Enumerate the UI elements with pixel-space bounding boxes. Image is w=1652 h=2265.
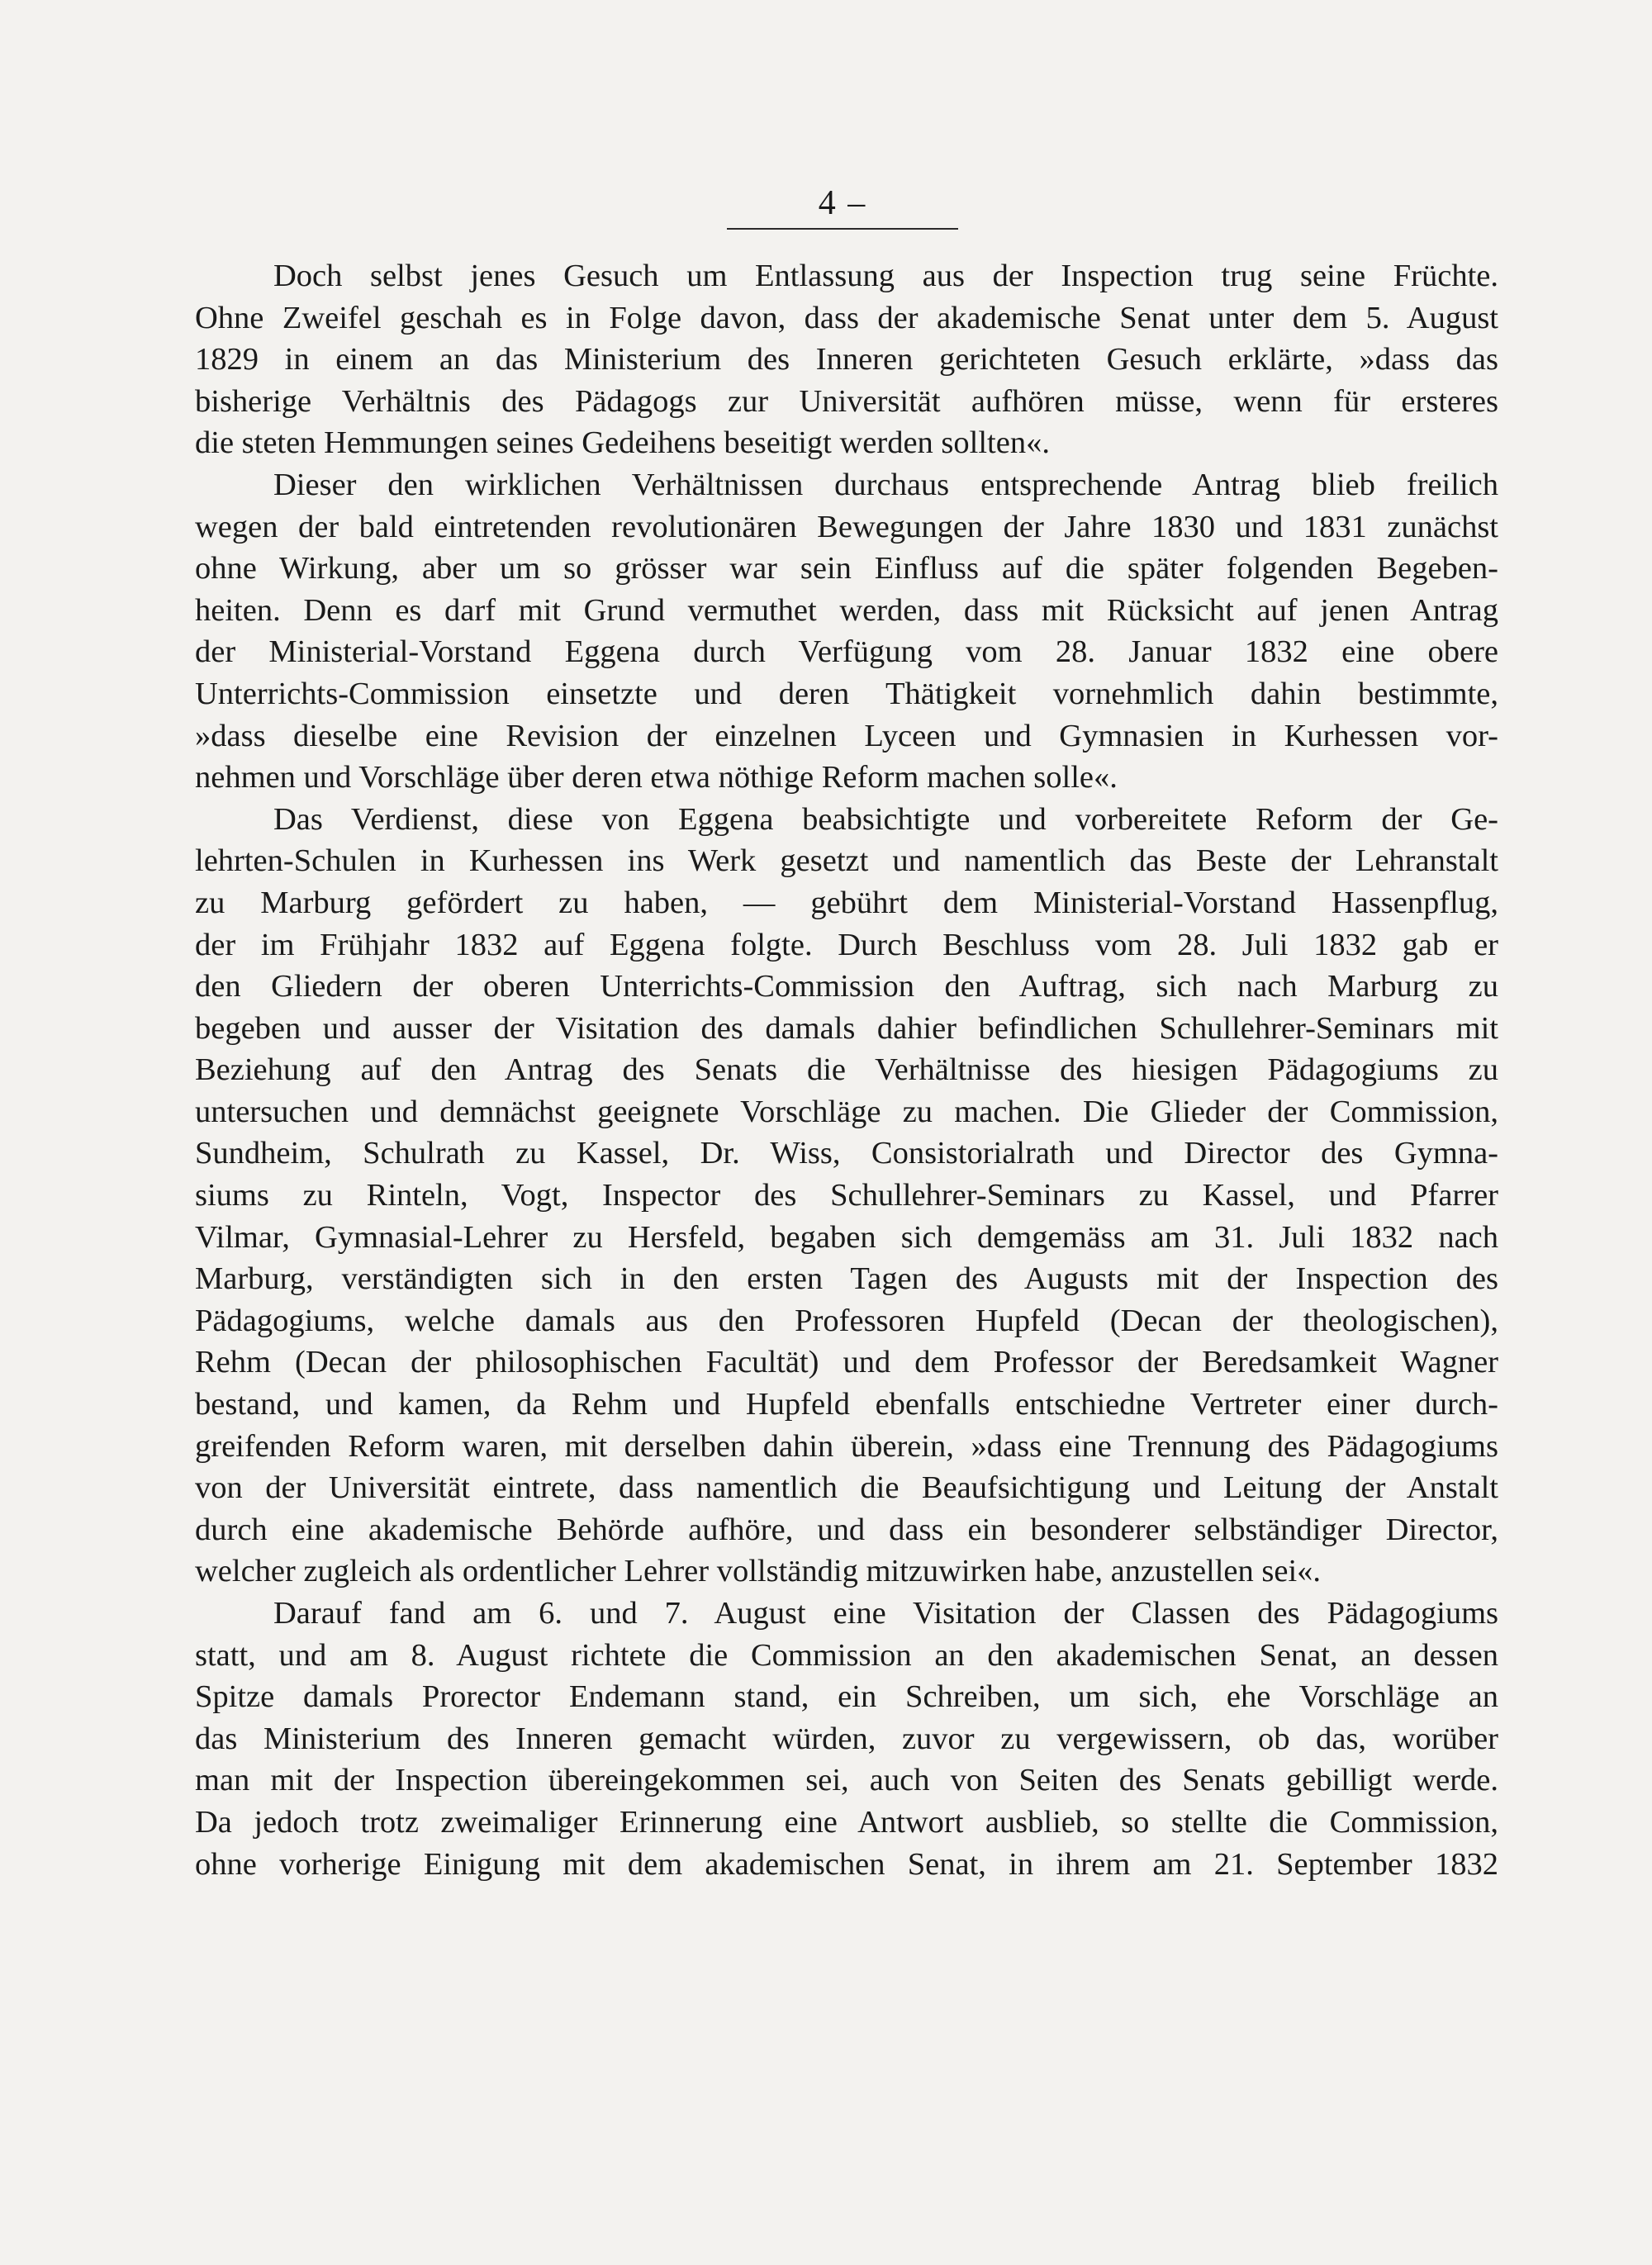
text-line: Beziehung auf den Antrag des Senats die Verhältnisse des hiesigen Pädagogiums zu [195,1052,1498,1088]
text-line: der Ministerial-Vorstand Eggena durch Verfügung vom 28. Januar 1832 eine obere [195,634,1498,670]
text-line: statt, und am 8. August richtete die Commission an den akademischen Senat, an dessen [195,1637,1498,1673]
text-line: »dass dieselbe eine Revision der einzelnen Lyceen und Gymnasien in Kurhessen vor- [195,718,1498,753]
text-line: heiten. Denn es darf mit Grund vermuthet werden, dass mit Rücksicht auf jenen Antrag [195,592,1498,628]
text-line: siums zu Rinteln, Vogt, Inspector des Schullehrer-Seminars zu Kassel, und Pfarrer [195,1178,1498,1213]
text-line: Doch selbst jenes Gesuch um Entlassung aus der Inspection trug seine Früchte. [273,259,1498,293]
text-line: Rehm (Decan der philosophischen Facultät) und dem Professor der Beredsamkeit Wagner [195,1345,1498,1380]
header-rule [727,228,958,230]
text-line: wegen der bald eintretenden revolutionären Bewegungen der Jahre 1830 und 1831 zunächst [195,509,1498,544]
text-line: Marburg, verständigten sich in den ersten Tagen des Augusts mit der Inspection des [195,1261,1498,1297]
text-line: durch eine akademische Behörde aufhöre, und dass ein besonderer selbständiger Director, [195,1512,1498,1547]
text-line: Ohne Zweifel geschah es in Folge davon, dass der akademische Senat unter dem 5. August [195,300,1498,335]
text-line: ohne vorherige Einigung mit dem akademischen Senat, in ihrem am 21. September 1832 [195,1846,1498,1882]
text-line: nehmen und Vorschläge über deren etwa nöthige Reform machen solle«. [195,760,1118,795]
text-line: welcher zugleich als ordentlicher Lehrer vollständig mitzuwirken habe, anzustellen sei«. [195,1554,1322,1589]
text-line: den Gliedern der oberen Unterrichts-Commission den Auftrag, sich nach Marburg zu [195,969,1498,1004]
text-line: Das Verdienst, diese von Eggena beabsichtigte und vorbereitete Reform der Ge- [273,801,1498,837]
text-line: Sundheim, Schulrath zu Kassel, Dr. Wiss, Consistorialrath und Director des Gymna- [195,1136,1498,1171]
text-line: Dieser den wirklichen Verhältnissen durchaus entsprechende Antrag blieb freilich [273,467,1498,502]
text-line: zu Marburg gefördert zu haben, — gebührt dem Ministerial-Vorstand Hassenpflug, [195,885,1498,920]
text-line: bestand, und kamen, da Rehm und Hupfeld ebenfalls entschiedne Vertreter einer durch- [195,1387,1498,1422]
text-line: Pädagogiums, welche damals aus den Professoren Hupfeld (Decan der theologischen), [195,1303,1498,1338]
text-line: man mit der Inspection übereingekommen sei, auch von Seiten des Senats gebilligt werde. [195,1763,1498,1798]
text-line: untersuchen und demnächst geeignete Vorschläge zu machen. Die Glieder der Commission, [195,1094,1498,1129]
text-line: lehrten-Schulen in Kurhessen ins Werk gesetzt und namentlich das Beste der Lehranstalt [195,843,1498,879]
text-line: von der Universität eintrete, dass namentlich die Beaufsichtigung und Leitung der Anstalt [195,1470,1498,1506]
text-line: bisherige Verhältnis des Pädagogs zur Universität aufhören müsse, wenn für ersteres [195,383,1498,419]
text-line: Darauf fand am 6. und 7. August eine Visitation der Classen des Pädagogiums [273,1596,1498,1631]
body-text [195,255,1498,1885]
text-line: Spitze damals Prorector Endemann stand, ein Schreiben, um sich, ehe Vorschläge an [195,1679,1498,1715]
text-line: Unterrichts-Commission einsetzte und deren Thätigkeit vornehmlich dahin bestimmte, [195,676,1498,711]
page-number: 4 – [818,184,867,222]
text-line: ohne Wirkung, aber um so grösser war sein Einfluss auf die später folgenden Begeben- [195,551,1498,586]
text-line: das Ministerium des Inneren gemacht würden, zuvor zu vergewissern, ob das, worüber [195,1721,1498,1756]
text-line: die steten Hemmungen seines Gedeihens beseitigt werden sollten«. [195,425,1050,461]
text-line: begeben und ausser der Visitation des damals dahier befindlichen Schullehrer-Seminars mit [195,1010,1498,1046]
text-line: 1829 in einem an das Ministerium des Inneren gerichteten Gesuch erklärte, »dass das [195,342,1498,378]
text-line: Da jedoch trotz zweimaliger Erinnerung eine Antwort ausblieb, so stellte die Commission, [195,1804,1498,1840]
text-line: der im Frühjahr 1832 auf Eggena folgte. Durch Beschluss vom 28. Juli 1832 gab er [195,927,1498,962]
page-header [727,182,958,231]
text-line: greifenden Reform waren, mit derselben dahin überein, »dass eine Trennung des Pädagogiums [195,1428,1498,1464]
text-line: Vilmar, Gymnasial-Lehrer zu Hersfeld, begaben sich demgemäss am 31. Juli 1832 nach [195,1219,1498,1255]
